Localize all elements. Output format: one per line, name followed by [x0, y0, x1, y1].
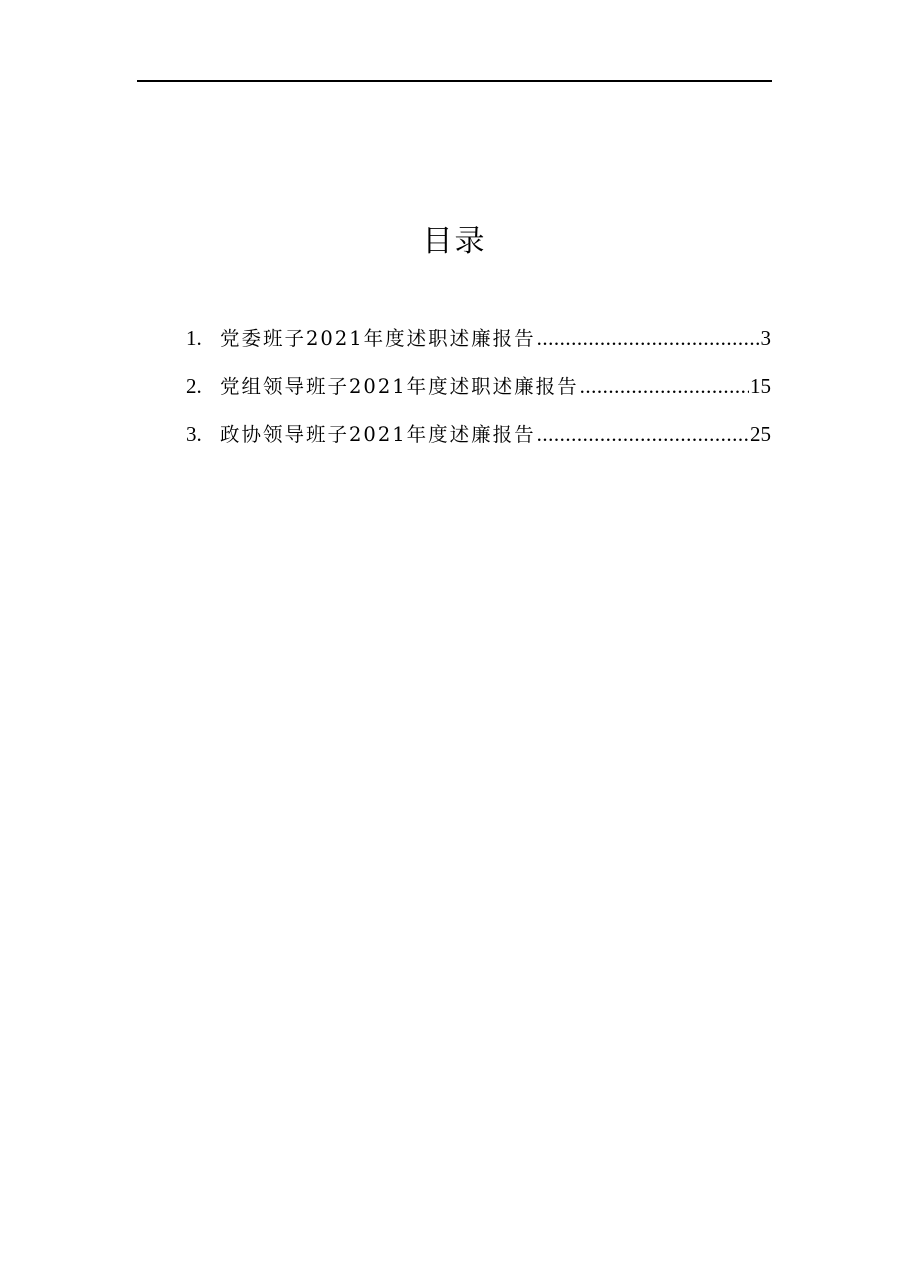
toc-entry[interactable]: [186, 368, 771, 416]
table-of-contents: [186, 320, 771, 464]
toc-dot-leader: [537, 416, 749, 452]
toc-entry-title: 政协领导班子2021年度述廉报告: [220, 423, 536, 446]
toc-entry-title: 党委班子2021年度述职述廉报告: [220, 327, 536, 350]
header-rule: [137, 80, 772, 82]
toc-entry[interactable]: [186, 416, 771, 464]
page-title: 目录: [422, 224, 487, 259]
toc-entry-number: 2.: [186, 374, 202, 398]
toc-entry-number: 3.: [186, 422, 202, 446]
toc-entry-page: 15: [750, 374, 771, 398]
toc-dot-leader: [580, 368, 749, 404]
toc-entry-number: 1.: [186, 326, 202, 350]
toc-entry-title: 党组领导班子2021年度述职述廉报告: [220, 375, 579, 398]
toc-entry-page: 3: [760, 326, 771, 350]
toc-entry-page: 25: [750, 422, 771, 446]
toc-dot-leader: [537, 320, 760, 356]
toc-entry[interactable]: [186, 320, 771, 368]
